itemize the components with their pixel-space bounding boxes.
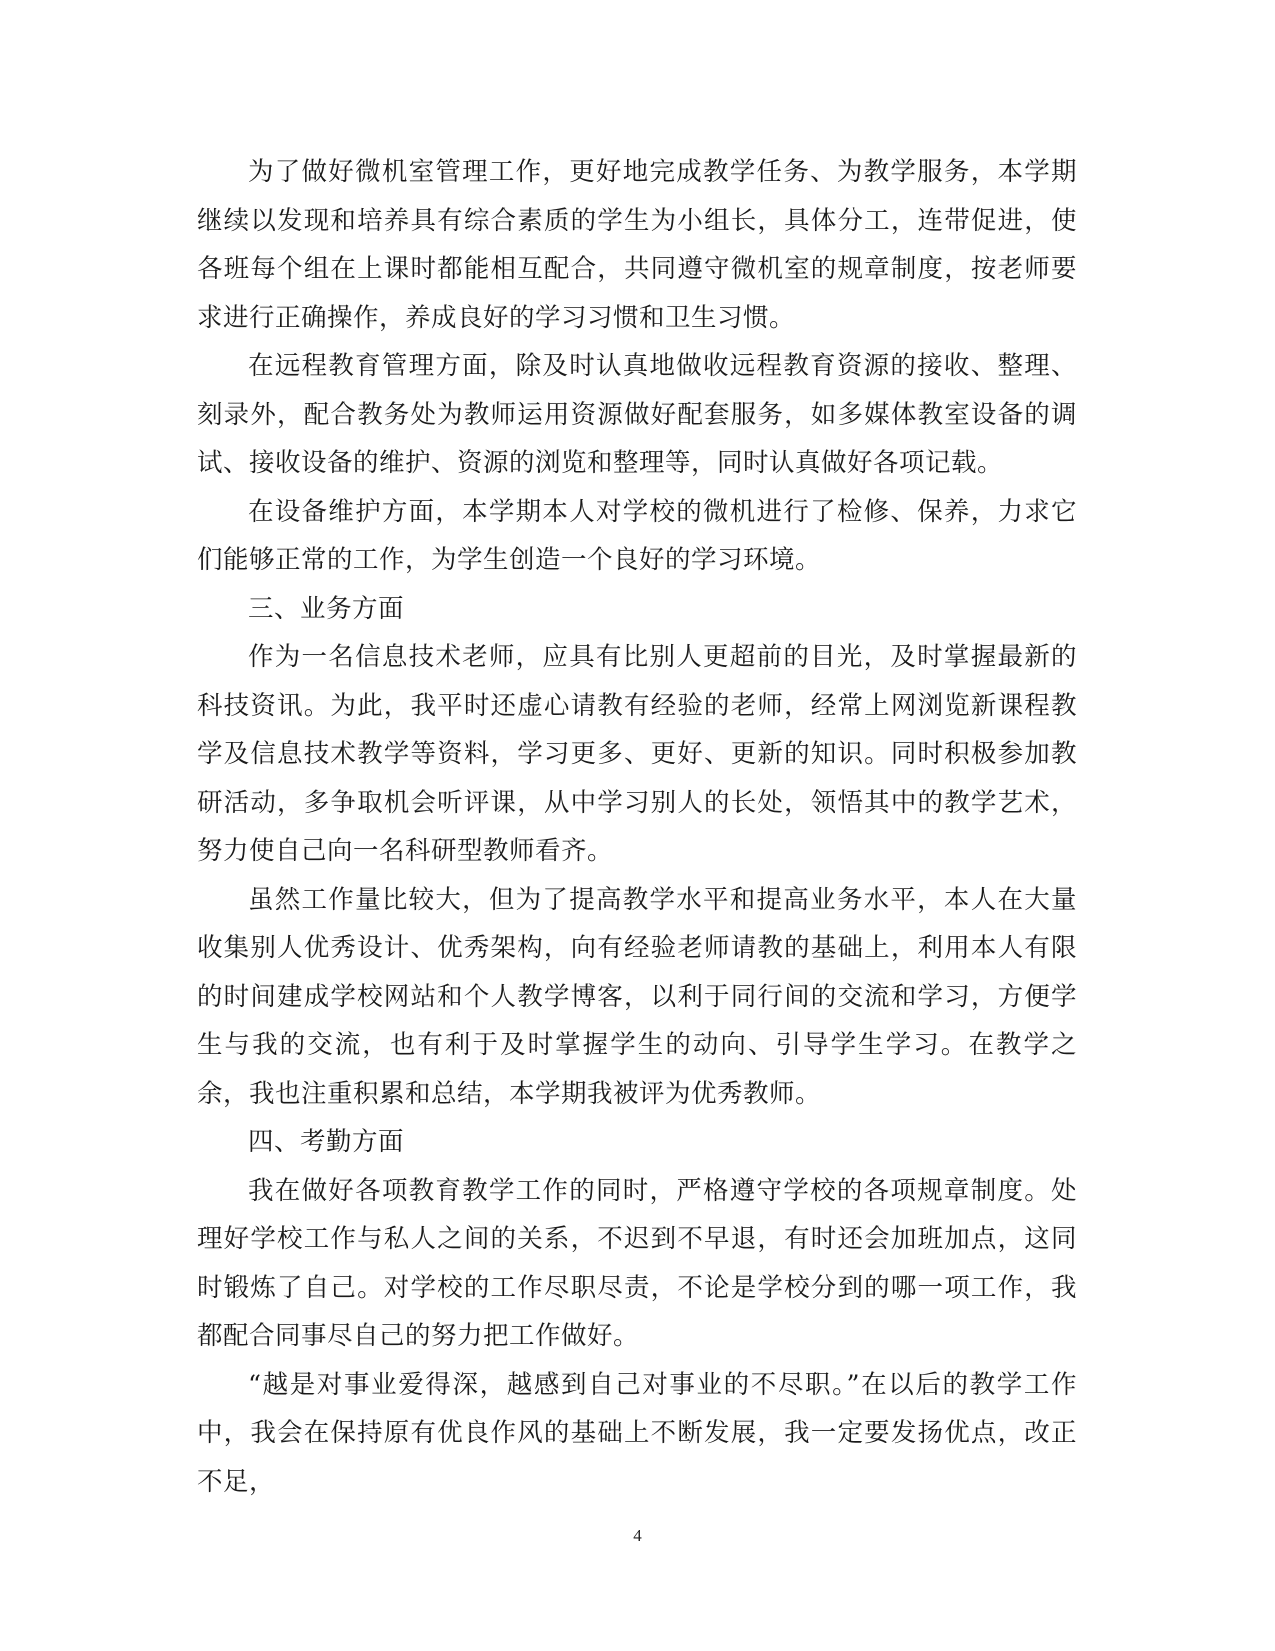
paragraph-equipment-maintenance: 在设备维护方面，本学期本人对学校的微机进行了检修、保养，力求它们能够正常的工作，为学生创造一个良好的学习环境。 — [197, 496, 1077, 575]
paragraph-microcomputer-room-management: 为了做好微机室管理工作，更好地完成教学任务、为教学服务，本学期继续以发现和培养具有综合素质的学生为小组长，具体分工，连带促进，使各班每个组在上课时都能相互配合，共同遵守微机室的规章制度，按老师要求进行正确操作，养成良好的学习习惯和卫生习惯。 — [197, 157, 1077, 333]
paragraph-professional-development: 作为一名信息技术老师，应具有比别人更超前的目光，及时掌握最新的科技资讯。为此，我平时还虚心请教有经验的老师，经常上网浏览新课程教学及信息技术教学等资料，学习更多、更好、更新的知识。同时积极参加教研活动，多争取机会听评课，从中学习别人的长处，领悟其中的教学艺术，努力使自己向一名科研型教师看齐。 — [197, 642, 1077, 866]
paragraph-distance-education: 在远程教育管理方面，除及时认真地做收远程教育资源的接收、整理、刻录外，配合教务处为教师运用资源做好配套服务，如多媒体教室设备的调试、接收设备的维护、资源的浏览和整理等，同时认真做好各项记载。 — [197, 351, 1077, 478]
section-heading-attendance: 四、考勤方面 — [248, 1127, 405, 1157]
paragraph-conclusion: “越是对事业爱得深，越感到自己对事业的不尽职。”在以后的教学工作中，我会在保持原有优良作风的基础上不断发展，我一定要发扬优点，改正不足， — [197, 1369, 1077, 1497]
paragraph-website-and-blog: 虽然工作量比较大，但为了提高教学水平和提高业务水平，本人在大量收集别人优秀设计、优秀架构，向有经验老师请教的基础上，利用本人有限的时间建成学校网站和个人教学博客，以利于同行间的交流和学习，方便学生与我的交流，也有利于及时掌握学生的动向、引导学生学习。在教学之余，我也注重积累和总结，本学期我被评为优秀教师。 — [197, 884, 1077, 1109]
page-number: 4 — [633, 1526, 642, 1545]
section-heading-business: 三、业务方面 — [248, 593, 405, 624]
document-body — [197, 148, 1077, 1506]
paragraph-attendance: 我在做好各项教育教学工作的同时，严格遵守学校的各项规章制度。处理好学校工作与私人之间的关系，不迟到不早退，有时还会加班加点，这同时锻炼了自己。对学校的工作尽职尽责，不论是学校分到的哪一项工作，我都配合同事尽自己的努力把工作做好。 — [197, 1175, 1077, 1351]
